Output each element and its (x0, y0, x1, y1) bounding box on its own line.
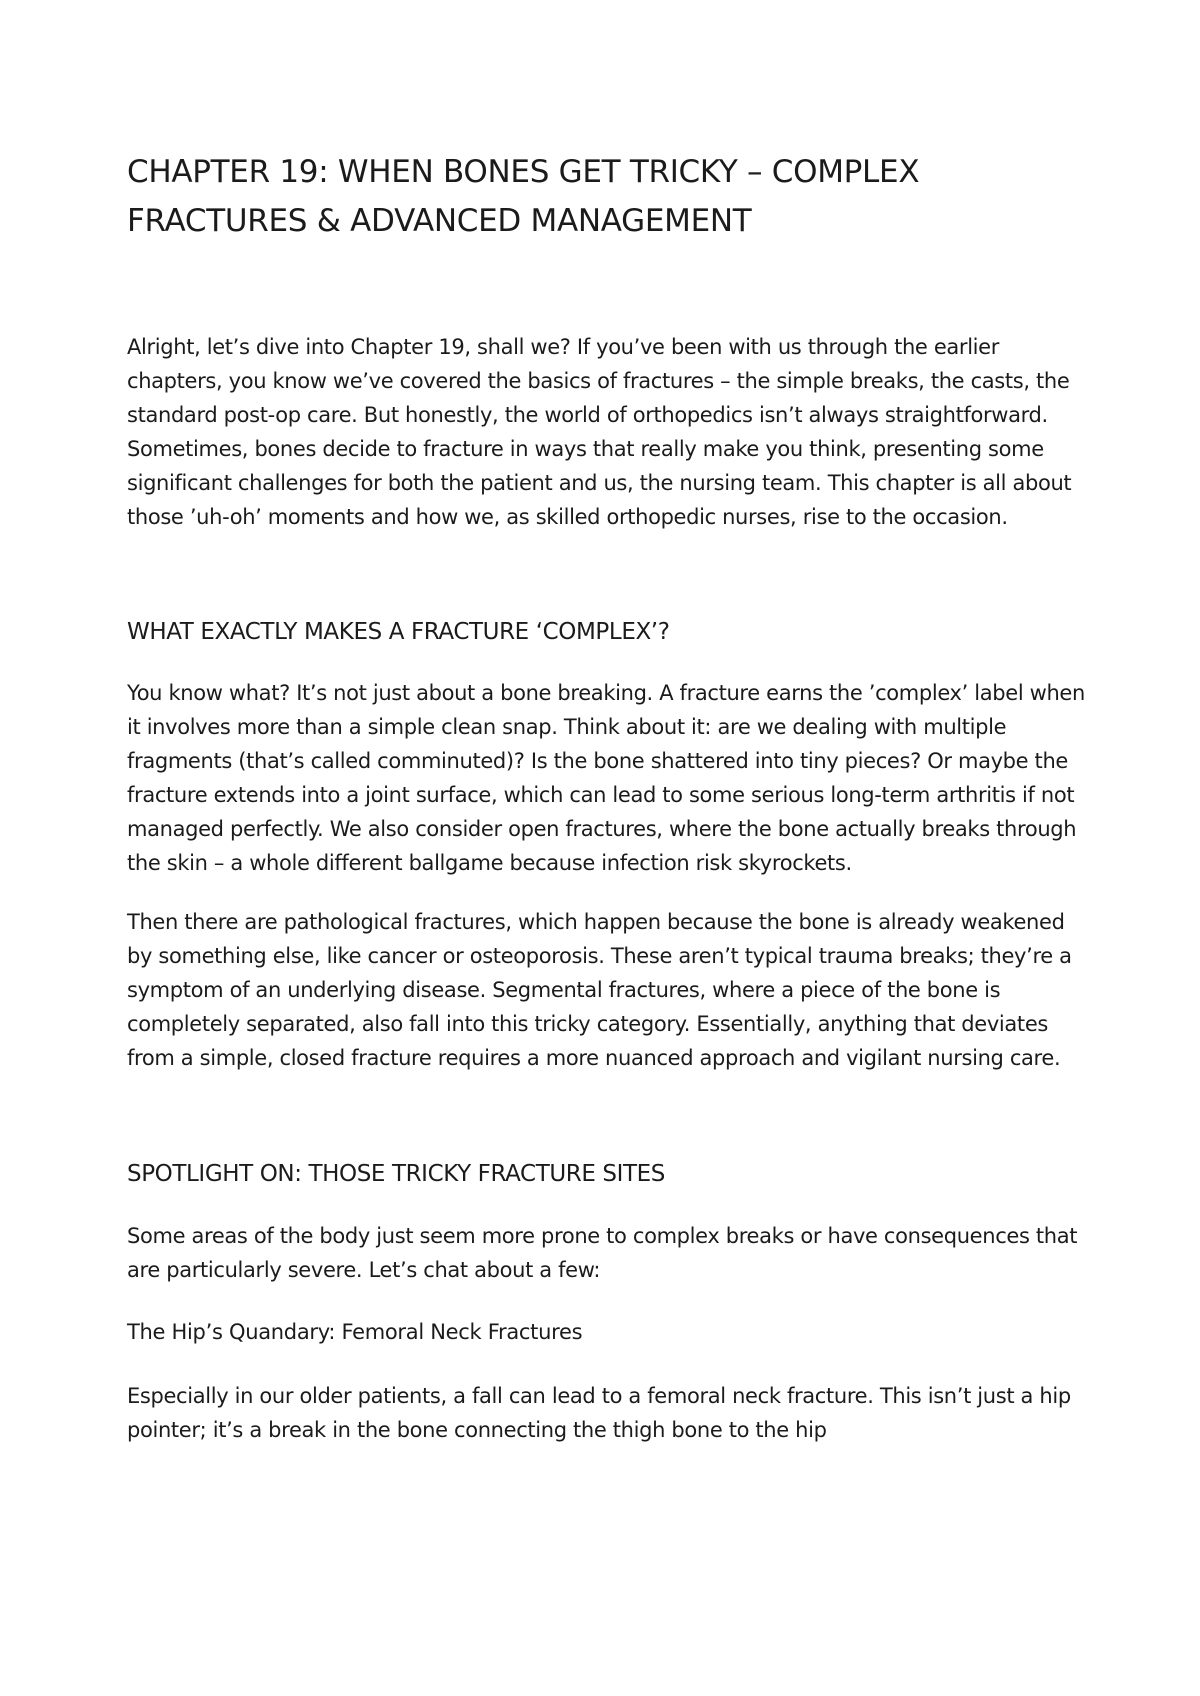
section-heading-complex: WHAT EXACTLY MAKES A FRACTURE ‘COMPLEX’? (127, 619, 670, 645)
section-paragraph: Then there are pathological fractures, which happen because the bone is already weakened by something else, like cancer or osteoporosis. These aren’t typical trauma breaks; they’re a symptom of an underlying disease. Segmental fractures, where a piece of the bone is completely separated, also fall into this tricky category. Essentially, anything that deviates from a simple, closed fracture requires a more nuanced approach and vigilant nursing care. (127, 910, 1072, 1070)
section-paragraph: You know what? It’s not just about a bone breaking. A fracture earns the ’complex’ label when it involves more than a simple clean snap. Think about it: are we dealing with multiple fragments (that’s called comminuted)? Is the bone shattered into tiny pieces? Or maybe the fracture extends into a joint surface, which can lead to some serious long-term arthritis if not managed perfectly. We also consider open fractures, where the bone actually breaks through the skin – a whole different ballgame because infection risk skyrockets. (127, 681, 1085, 875)
chapter-title: CHAPTER 19: WHEN BONES GET TRICKY – COMPLEX FRACTURES & ADVANCED MANAGEMENT (127, 154, 920, 239)
intro-paragraph: Alright, let’s dive into Chapter 19, shall we? If you’ve been with us through the earlier chapters, you know we’ve covered the basics of fractures – the simple breaks, the casts, the standard post-op care. But honestly, the world of orthopedics isn’t always straightforward. Sometimes, bones decide to fracture in ways that really make you think, presenting some significant challenges for both the patient and us, the nursing team. This chapter is all about those ’uh-oh’ moments and how we, as skilled orthopedic nurses, rise to the occasion. (127, 335, 1072, 529)
section-paragraph: Some areas of the body just seem more prone to complex breaks or have consequences that are particularly severe. Let’s chat about a few: (127, 1224, 1078, 1282)
subsection-paragraph: Especially in our older patients, a fall can lead to a femoral neck fracture. This isn’t just a hip pointer; it’s a break in the bone connecting the thigh bone to the hip (127, 1384, 1071, 1442)
document-body (127, 148, 1087, 1447)
subsection-heading-femoral-neck: The Hip’s Quandary: Femoral Neck Fractures (127, 1320, 583, 1344)
section-heading-tricky-sites: SPOTLIGHT ON: THOSE TRICKY FRACTURE SITES (127, 1161, 665, 1187)
